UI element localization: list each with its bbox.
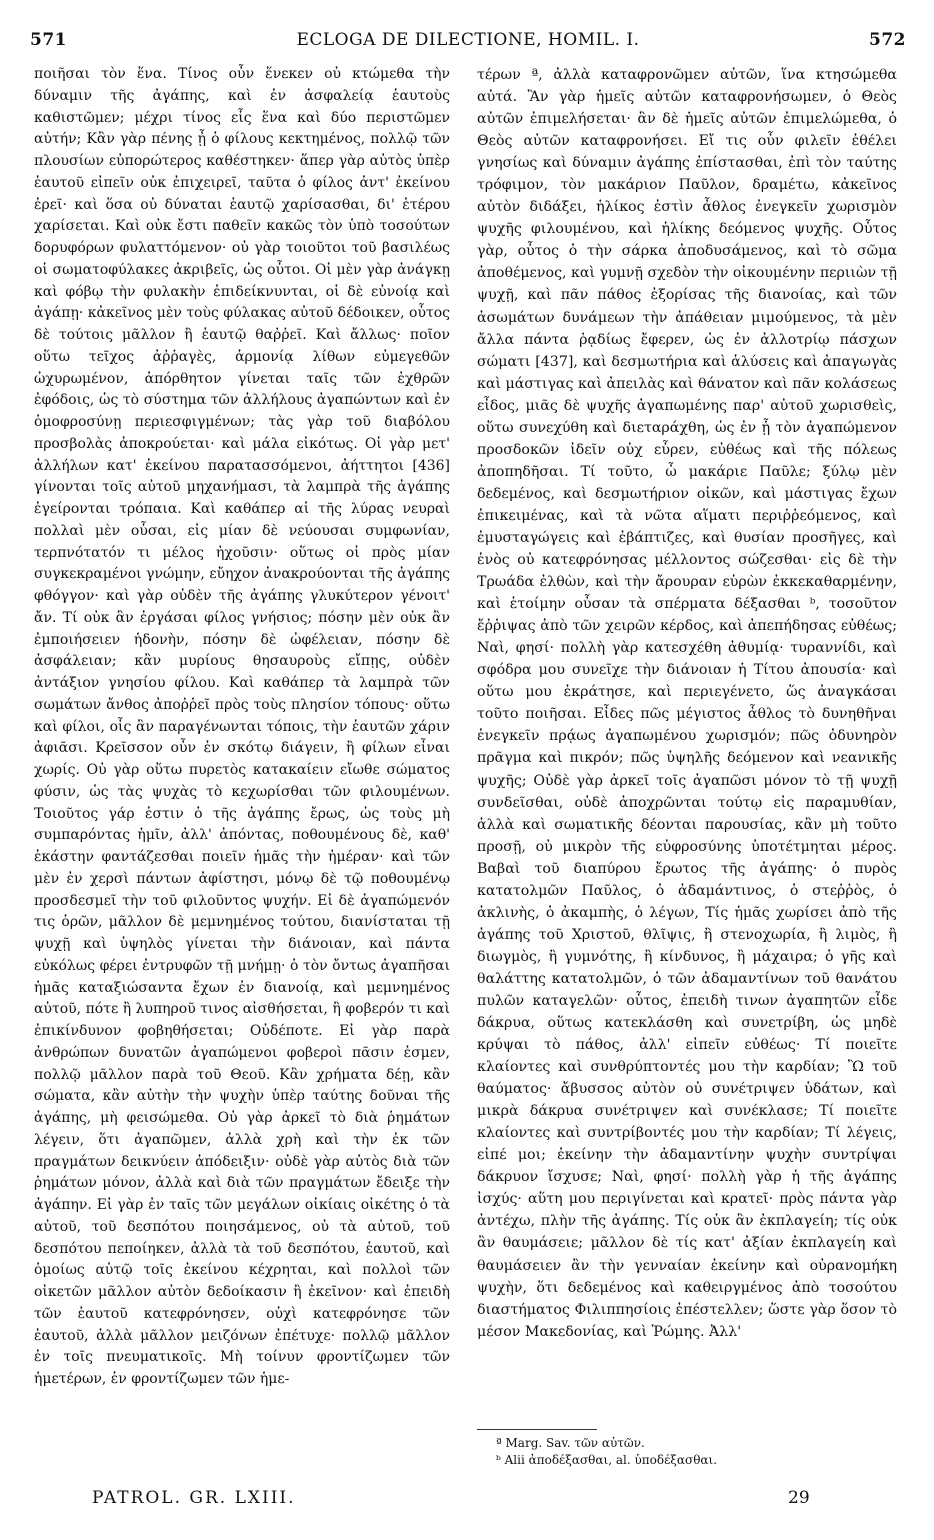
running-title: ECLOGA DE DILECTIONE, HOMIL. I. (296, 30, 640, 50)
right-column (477, 64, 897, 1343)
signature-label: PATROL. GR. LXIII. (92, 1488, 296, 1508)
footnote-b: ᵇ Alii ἀποδέξασθαι, al. ὑποδέξασθαι. (496, 1453, 718, 1467)
signature-number: 29 (788, 1488, 810, 1508)
running-header (30, 30, 906, 56)
footnote-rule (477, 1429, 597, 1430)
page-number-left: 571 (30, 30, 67, 50)
page-number-right: 572 (869, 30, 906, 50)
left-column-text: ποιῆσαι τὸν ἕνα. Τίνος οὖν ἕνεκεν οὐ κτώμεθα τὴν δύναμιν τῆς ἀγάπης, καὶ ἐν ἀσφαλείᾳ ἑαυτοὺς καθιστῶμεν; μέχρι τίνος εἷς ἕνα καὶ δύο περιστῶμεν αὐτήν; Κἂν γὰρ πένης ᾖ ὁ φίλους κεκτημένος, πολλῷ τῶν πλουσίων εὐπορώτερος καθέστηκεν· ἅπερ γὰρ αὐτὸς ὑπὲρ ἑαυτοῦ εἰπεῖν οὐκ ἐπιχειρεῖ, ταῦτα ὁ φίλος ἀντ' ἐκείνου ἐρεῖ· καὶ ὅσα οὐ δύναται ἑαυτῷ χαρίσασθαι, δι' ἑτέρου χαρίσεται. Καὶ οὐκ ἔστι παθεῖν κακῶς τὸν ὑπὸ τοσούτων δορυφόρων φυλαττόμενον· οὐ γὰρ τοιοῦτοι τοῦ βασιλέως οἱ σωματοφύλακες ἀκριβεῖς, ὡς οὗτοι. Οἱ μὲν γὰρ ἀνάγκῃ καὶ φόβῳ τὴν φυλακὴν ἐπιδείκνυνται, οἱ δὲ εὐνοίᾳ καὶ ἀγάπῃ· κἀκεῖνος μὲν τοὺς φύλακας αὐτοῦ δέδοικεν, οὗτος δὲ τούτοις μᾶλλον ἢ ἑαυτῷ θαῤῥεῖ. Καὶ ἄλλως· ποῖον οὕτω τεῖχος ἀῤῥαγὲς, ἁρμονίᾳ λίθων εὐμεγεθῶν ὠχυρωμένον, ἀπόρθητον γίνεται ταῖς τῶν ἐχθρῶν ἐφόδοις, ὡς τὸ σύστημα τῶν ἀλλήλους ἀγαπώντων καὶ ἐν ὁμοφροσύνῃ περιεσφιγμένων; τὰς γὰρ τοῦ διαβόλου προσβολὰς ἀποκρούεται· καὶ μάλα εἰκότως. Οἱ γὰρ μετ' ἀλλήλων κατ' ἐκείνου παρατασσόμενοι, ἀήττητοι [436] γίνονται τοῖς αὐτοῦ μηχανήμασι, τὰ λαμπρὰ τῆς ἀγάπης ἐγείρονται τρόπαια. Καὶ καθάπερ αἱ τῆς λύρας νευραὶ πολλαὶ μὲν οὖσαι, εἰς μίαν δὲ νεύουσαι συμφωνίαν, τερπνότατόν τι μέλος ἠχοῦσιν· οὕτως οἱ πρὸς μίαν συγκεκραμένοι γνώμην, εὔηχον ἀνακρούονται τῆς ἀγάπης φθόγγον· καὶ γὰρ οὐδὲν τῆς ἀγάπης γλυκύτερον γένοιτ' ἄν. Τί οὐκ ἂν ἐργάσαι φίλος γνήσιος; πόσην μὲν οὐκ ἂν ἐμποιήσειεν ἡδονὴν, πόσην δὲ ὠφέλειαν, πόσην δὲ ἀσφάλειαν; κἂν μυρίους θησαυροὺς εἴπῃς, οὐδὲν ἀντάξιον γνησίου φίλου. Καὶ καθάπερ τὰ λαμπρὰ τῶν σωμάτων ἄνθος ἀποῤῥεῖ πρὸς τοὺς πλησίον τόπους· οὕτω καὶ φίλοι, οἷς ἂν παραγένωνται τόποις, τὴν ἑαυτῶν χάριν ἀφιᾶσι. Κρεῖσσον οὖν ἐν σκότῳ διάγειν, ἢ φίλων εἶναι χωρίς. Οὐ γὰρ οὕτω πυρετὸς κατακαίειν εἴωθε σώματος φύσιν, ὡς τὰς ψυχὰς τὸ κεχωρίσθαι τῶν φιλουμένων. Τοιοῦτος γάρ ἐστιν ὁ τῆς ἀγάπης ἔρως, ὡς τοὺς μὴ συμπαρόντας ἡμῖν, ἀλλ' ἀπόντας, ποθουμένους δὲ, καθ' ἑκάστην φαντάζεσθαι ποιεῖν ἡμᾶς τὴν ἡμέραν· καὶ τῶν μὲν ἐν χερσὶ πάντων ἀφίστησι, μόνῳ δὲ τῷ ποθουμένῳ προσδεσμεῖ τὴν τοῦ φιλοῦντος ψυχήν. Εἰ δὲ ἀγαπώμενόν τις ὁρῶν, μᾶλλον δὲ μεμνημένος τούτου, διανίσταται τῇ ψυχῇ καὶ ὑψηλὸς γίνεται τὴν διάνοιαν, καὶ πάντα εὐκόλως φέρει ἐντρυφῶν τῇ μνήμῃ· ὁ τὸν ὄντως ἀγαπῆσαι ἡμᾶς καταξιώσαντα ἔχων ἐν διανοίᾳ, καὶ μεμνημένος αὐτοῦ, πότε ἢ λυπηροῦ τινος αἰσθήσεται, ἢ φοβερόν τι καὶ ἐπικίνδυνον φοβηθήσεται; Οὐδέποτε. Εἰ γὰρ παρὰ ἀνθρώπων δυνατῶν ἀγαπώμενοι φοβεροὶ πᾶσιν ἐσμεν, πολλῷ μᾶλλον παρὰ τοῦ Θεοῦ. Κἂν χρήματα δέῃ, κἂν σώματα, κἂν αὐτὴν τὴν ψυχὴν ὑπὲρ ταύτης δοῦναι τῆς ἀγάπης, μὴ φεισώμεθα. Οὐ γὰρ ἀρκεῖ τὸ διὰ ῥημάτων λέγειν, ὅτι ἀγαπῶμεν, ἀλλὰ χρὴ καὶ τὴν ἐκ τῶν πραγμάτων δεικνύειν ἀπόδειξιν· οὐδὲ γὰρ αὐτὸς διὰ τῶν ῥημάτων μόνον, ἀλλὰ καὶ διὰ τῶν πραγμάτων ἔδειξε τὴν ἀγάπην. Εἰ γὰρ ἐν ταῖς τῶν μεγάλων οἰκίαις οἰκέτης ὁ τὰ αὐτοῦ, τοῦ δεσπότου ποιησάμενος, οὐ τὰ αὐτοῦ, τοῦ δεσπότου πεποίηκεν, ἀλλὰ τὰ τοῦ δεσπότου, ἑαυτοῦ, καὶ ὁμοίως αὐτῷ τοῖς ἐκείνου κέχρηται, καὶ πολλοὶ τῶν οἰκετῶν μᾶλλον αὐτὸν δεδοίκασιν ἢ ἐκεῖνον· καὶ ἐπειδὴ τῶν ἑαυτοῦ κατεφρόνησεν, οὐχὶ κατεφρόνησε τῶν ἑαυτοῦ, ἀλλὰ μᾶλλον μειζόνων ἐπέτυχε· πολλῷ μᾶλλον ἐν τοῖς πνευματικοῖς. Μὴ τοίνυν φροντίζωμεν τῶν ἡμετέρων, ἐν φροντίζωμεν τῶν ἡμε- (34, 66, 450, 1387)
left-column (34, 64, 450, 1391)
right-column-text: τέρων ª, ἀλλὰ καταφρονῶμεν αὐτῶν, ἵνα κτησώμεθα αὐτά. Ἂν γὰρ ἡμεῖς αὐτῶν καταφρονήσωμεν, ὁ Θεὸς αὐτῶν ἐπιμελήσεται· ἂν δὲ ἡμεῖς αὐτῶν ἐπιμελώμεθα, ὁ Θεὸς αὐτῶν καταφρονήσει. Εἴ τις οὖν φιλεῖν ἐθέλει γνησίως καὶ δύναμιν ἀγάπης ἐπίστασθαι, ἐπὶ τὸν ταύτης τρόφιμον, τὸν μακάριον Παῦλον, δραμέτω, κἀκεῖνος αὐτὸν διδάξει, ἡλίκος ἐστὶν ἆθλος ἐνεγκεῖν χωρισμὸν ψυχῆς φιλουμένου, καὶ ἡλίκης δεόμενος ψυχῆς. Οὗτος γὰρ, οὗτος ὁ τὴν σάρκα ἀποδυσάμενος, καὶ τὸ σῶμα ἀποθέμενος, καὶ γυμνῇ σχεδὸν τὴν οἰκουμένην περιιὼν τῇ ψυχῇ, καὶ πᾶν πάθος ἐξορίσας τῆς διανοίας, καὶ τῶν ἀσωμάτων δυνάμεων τὴν ἀπάθειαν μιμούμενος, τὰ μὲν ἄλλα πάντα ῥᾳδίως ἔφερεν, ὡς ἐν ἀλλοτρίῳ πάσχων σώματι [437], καὶ δεσμωτήρια καὶ ἁλύσεις καὶ ἀπαγωγὰς καὶ μάστιγας καὶ ἀπειλὰς καὶ θάνατον καὶ πᾶν κολάσεως εἶδος, μιᾶς δὲ ψυχῆς ἀγαπωμένης παρ' αὐτοῦ χωρισθεὶς, οὕτω συνεχύθη καὶ διεταράχθη, ὡς ἐν ᾗ τὸν ἀγαπώμενον προσδοκῶν ἰδεῖν οὐχ εὗρεν, εὐθέως καὶ τῆς πόλεως ἀποπηδῆσαι. Τί τοῦτο, ὦ μακάριε Παῦλε; ξύλῳ μὲν δεδεμένος, καὶ δεσμωτήριον οἰκῶν, καὶ μάστιγας ἔχων ἐπικειμένας, καὶ τὰ νῶτα αἵματι περιῤῥεόμενος, καὶ ἐμυσταγώγεις καὶ ἐβάπτιζες, καὶ θυσίαν προσῆγες, καὶ ἑνὸς οὐ κατεφρόνησας μέλλοντος σώζεσθαι· εἰς δὲ τὴν Τρωάδα ἐλθὼν, καὶ τὴν ἄρουραν εὑρὼν ἐκκεκαθαρμένην, καὶ ἑτοίμην οὖσαν τὰ σπέρματα δέξασθαι ᵇ, τοσοῦτον ἔῤῥιψας ἀπὸ τῶν χειρῶν κέρδος, καὶ ἀπεπήδησας εὐθέως; Ναὶ, φησί· πολλὴ γὰρ κατεσχέθη ἀθυμίᾳ· τυραννίδι, καὶ σφόδρα μου συνεῖχε τὴν διάνοιαν ἡ Τίτου ἀπουσία· καὶ οὕτω μου ἐκράτησε, καὶ περιεγένετο, ὥς ἀναγκάσαι τοῦτο ποιῆσαι. Εἶδες πῶς μέγιστος ἆθλος τὸ δυνηθῆναι ἐνεγκεῖν πρᾴως ἀγαπωμένου χωρισμόν; πῶς ὀδυνηρὸν πρᾶγμα καὶ πικρόν; πῶς ὑψηλῆς δεόμενον καὶ νεανικῆς ψυχῆς; Οὐδὲ γὰρ ἀρκεῖ τοῖς ἀγαπῶσι μόνον τὸ τῇ ψυχῇ συνδεῖσθαι, οὐδὲ ἀποχρῶνται τούτῳ εἰς παραμυθίαν, ἀλλὰ καὶ σωματικῆς δέονται παρουσίας, κἂν μὴ τοῦτο προσῇ, οὐ μικρὸν τῆς εὐφροσύνης ὑποτέτμηται μέρος. Βαβαὶ τοῦ διαπύρου ἔρωτος τῆς ἀγάπης· ὁ πυρὸς κατατολμῶν Παῦλος, ὁ ἀδαμάντινος, ὁ στεῤῥὸς, ὁ ἀκλινὴς, ὁ ἀκαμπὴς, ὁ λέγων, Τίς ἡμᾶς χωρίσει ἀπὸ τῆς ἀγάπης τοῦ Χριστοῦ, θλῖψις, ἢ στενοχωρία, ἢ λιμὸς, ἢ διωγμὸς, ἢ γυμνότης, ἢ κίνδυνος, ἢ μάχαιρα; ὁ γῆς καὶ θαλάττης κατατολμῶν, ὁ τῶν ἀδαμαντίνων τοῦ θανάτου πυλῶν καταγελῶν· οὗτος, ἐπειδὴ τινων ἀγαπητῶν εἶδε δάκρυα, οὕτως κατεκλάσθη καὶ συνετρίβη, ὡς μηδὲ κρύψαι τὸ πάθος, ἀλλ' εἰπεῖν εὐθέως· Τί ποιεῖτε κλαίοντες καὶ συνθρύπτοντές μου τὴν καρδίαν; Ὢ τοῦ θαύματος· ἄβυσσος αὐτὸν οὐ συνέτριψεν ὑδάτων, καὶ μικρὰ δάκρυα συνέτριψεν καὶ συνέκλασε; Τί ποιεῖτε κλαίοντες καὶ συντρίβοντές μου τὴν καρδίαν; Τί λέγεις, εἰπέ μοι; ἐκείνην τὴν ἀδαμαντίνην ψυχὴν συντρίψαι δάκρυον ἴσχυσε; Ναὶ, φησί· πολλὴ γὰρ ἡ τῆς ἀγάπης ἰσχύς· αὕτη μου περιγίνεται καὶ κρατεῖ· πρὸς πάντα γὰρ ἀντέχω, πλὴν τῆς ἀγάπης. Τίς οὐκ ἂν ἐκπλαγείη; τίς οὐκ ἂν θαυμάσειε; μᾶλλον δὲ τίς κατ' ἀξίαν ἐκπλαγείη καὶ θαυμάσειεν ἂν τὴν γενναίαν ἐκείνην καὶ οὐρανομήκη ψυχὴν, ὅτι δεδεμένος καὶ καθειργμένος ἀπὸ τοσούτου διαστήματος Φιλιππησίοις ἐπέστελλεν; ὥστε γὰρ ὅσον τὸ μέσον Μακεδονίας, καὶ Ῥώμης. Ἀλλ' (477, 67, 898, 1340)
footnote-a: ª Marg. Sav. τῶν αὐτῶν. (496, 1436, 645, 1450)
